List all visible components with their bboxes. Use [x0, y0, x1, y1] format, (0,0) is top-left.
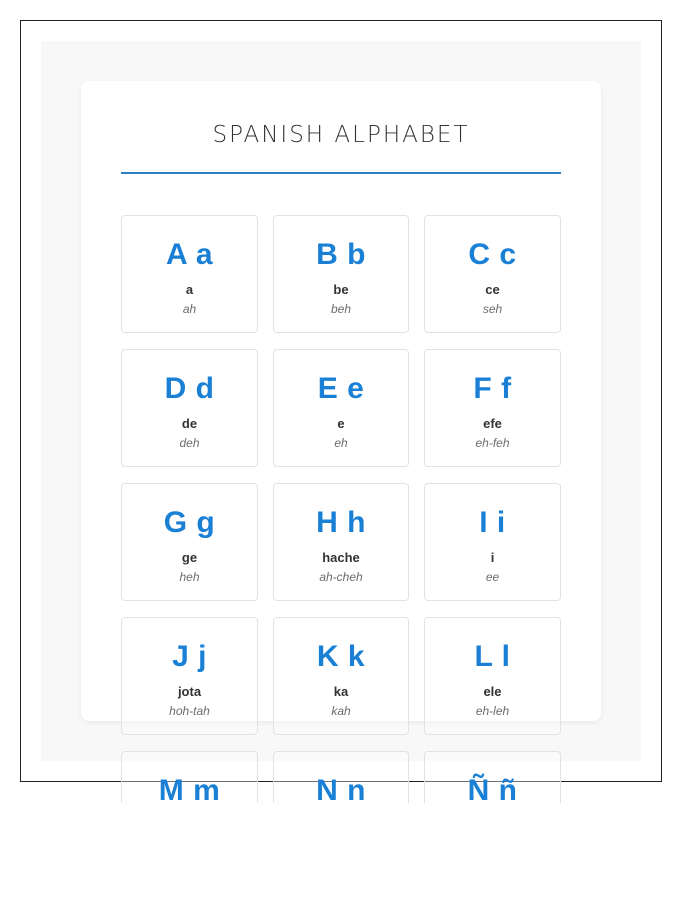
letter-card-d[interactable]	[121, 349, 258, 467]
letter-name: e	[337, 416, 345, 431]
letter-card-m[interactable]	[121, 751, 258, 803]
page-title: SPANISH ALPHABET	[212, 122, 470, 148]
letter-pronunciation: heh	[179, 570, 200, 584]
letter-pronunciation: hoh-tah	[169, 704, 210, 718]
letter-pronunciation: eh-feh	[475, 436, 510, 450]
letter-glyph: Ñ ñ	[467, 774, 518, 803]
letter-glyph: E e	[317, 372, 365, 405]
letter-name: jota	[177, 684, 202, 699]
letter-name: ce	[485, 282, 500, 297]
letter-card-g[interactable]	[121, 483, 258, 601]
letter-card-a[interactable]	[121, 215, 258, 333]
letter-glyph: B b	[316, 238, 366, 271]
letter-glyph: D d	[164, 372, 215, 405]
letter-card-l[interactable]	[424, 617, 561, 735]
letter-card-b[interactable]	[273, 215, 409, 333]
letter-name: ele	[483, 684, 502, 699]
letter-card-enye[interactable]	[424, 751, 561, 803]
letter-card-i[interactable]	[424, 483, 561, 601]
letter-glyph: K k	[316, 640, 366, 673]
letter-card-h[interactable]	[273, 483, 409, 601]
letter-pronunciation: ee	[485, 570, 500, 584]
letter-pronunciation: ah-cheh	[319, 570, 363, 584]
letter-glyph: L l	[474, 640, 511, 673]
letter-pronunciation: seh	[482, 302, 503, 316]
letter-glyph: F f	[473, 372, 512, 405]
letter-card-j[interactable]	[121, 617, 258, 735]
letter-card-n[interactable]	[273, 751, 409, 803]
letter-pronunciation: eh	[334, 436, 348, 450]
letter-name: efe	[483, 416, 502, 431]
letter-card-f[interactable]	[424, 349, 561, 467]
letter-glyph: N n	[316, 774, 366, 803]
letter-pronunciation: beh	[330, 302, 352, 316]
letter-glyph: G g	[163, 506, 216, 539]
letter-name: be	[333, 282, 349, 297]
letter-card-c[interactable]	[424, 215, 561, 333]
letter-pronunciation: ah	[182, 302, 197, 316]
letter-pronunciation: deh	[179, 436, 200, 450]
letter-name: de	[181, 416, 198, 431]
letter-name: hache	[322, 550, 360, 565]
letter-glyph: M m	[158, 774, 221, 803]
letter-glyph: I i	[479, 506, 506, 539]
letter-glyph: H h	[316, 506, 366, 539]
letter-card-k[interactable]	[273, 617, 409, 735]
letter-card-e[interactable]	[273, 349, 409, 467]
letter-glyph: A a	[165, 238, 214, 271]
letter-pronunciation: kah	[331, 704, 351, 718]
letter-name: i	[490, 550, 495, 565]
letter-glyph: C c	[468, 238, 517, 271]
letter-pronunciation: eh-leh	[475, 704, 510, 718]
letter-glyph: J j	[172, 640, 207, 673]
letter-name: a	[185, 282, 194, 297]
letter-name: ka	[333, 684, 349, 699]
letter-name: ge	[181, 550, 198, 565]
letter-grid	[121, 215, 562, 803]
